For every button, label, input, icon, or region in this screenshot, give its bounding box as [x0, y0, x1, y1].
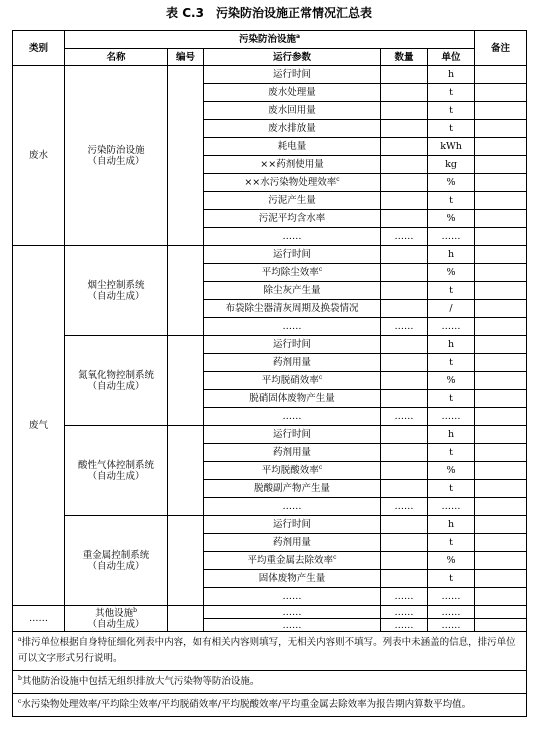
- param-cell: ……: [204, 619, 381, 632]
- unit-cell: %: [428, 462, 475, 480]
- remark-cell: [475, 174, 527, 192]
- remark-cell: [475, 390, 527, 408]
- unit-cell: %: [428, 174, 475, 192]
- remark-cell: [475, 588, 527, 606]
- qty-cell: ……: [381, 498, 428, 516]
- unit-cell: h: [428, 426, 475, 444]
- qty-cell: [381, 156, 428, 174]
- footnote-b: $^b$其他防治设施中包括无组织排放大气污染物等防治设施。: [13, 671, 527, 694]
- unit-cell: t: [428, 390, 475, 408]
- summary-table: [12, 30, 527, 717]
- unit-cell: %: [428, 552, 475, 570]
- remark-cell: [475, 102, 527, 120]
- footnote-c: $^c$水污染物处理效率/平均除尘效率/平均脱硝效率/平均脱酸效率/平均重金属去除效率为报告期内算数平均值。: [13, 694, 527, 717]
- remark-cell: [475, 606, 527, 619]
- unit-cell: h: [428, 336, 475, 354]
- unit-cell: h: [428, 246, 475, 264]
- qty-cell: ……: [381, 619, 428, 632]
- unit-cell: t: [428, 192, 475, 210]
- header-facility-group: 污染防治设施$^a$: [65, 31, 475, 49]
- header-code: 编号: [168, 49, 204, 66]
- qty-cell: ……: [381, 318, 428, 336]
- remark-cell: [475, 210, 527, 228]
- qty-cell: [381, 336, 428, 354]
- header-row-2: [13, 49, 527, 66]
- header-param: 运行参数: [204, 49, 381, 66]
- param-cell: 药剂用量: [204, 444, 381, 462]
- facility-name-cell: 烟尘控制系统 （自动生成）: [65, 246, 168, 336]
- table-row: [13, 606, 527, 619]
- qty-cell: [381, 372, 428, 390]
- param-cell: 平均重金属去除效率$^c$: [204, 552, 381, 570]
- table-title: 表 C.3 污染防治设施正常情况汇总表: [166, 6, 372, 20]
- remark-cell: [475, 120, 527, 138]
- notes-row-b: [13, 671, 527, 694]
- qty-cell: [381, 354, 428, 372]
- facility-name-cell: 其他设施$^b$ （自动生成）: [65, 606, 168, 632]
- unit-cell: ……: [428, 498, 475, 516]
- remark-cell: [475, 516, 527, 534]
- qty-cell: [381, 390, 428, 408]
- table-row: [13, 246, 527, 264]
- param-cell: ××药剂使用量: [204, 156, 381, 174]
- param-cell: 药剂用量: [204, 534, 381, 552]
- qty-cell: [381, 192, 428, 210]
- unit-cell: t: [428, 120, 475, 138]
- notes-row-a: [13, 632, 527, 671]
- unit-cell: ……: [428, 318, 475, 336]
- header-remark: 备注: [475, 31, 527, 66]
- param-cell: ……: [204, 498, 381, 516]
- unit-cell: t: [428, 534, 475, 552]
- param-cell: 污泥平均含水率: [204, 210, 381, 228]
- param-cell: 脱硝固体废物产生量: [204, 390, 381, 408]
- param-cell: 运行时间: [204, 336, 381, 354]
- facility-name-cell: 污染防治设施 （自动生成）: [65, 66, 168, 246]
- param-cell: 固体废物产生量: [204, 570, 381, 588]
- param-cell: 药剂用量: [204, 354, 381, 372]
- remark-cell: [475, 192, 527, 210]
- remark-cell: [475, 300, 527, 318]
- param-cell: 污泥产生量: [204, 192, 381, 210]
- remark-cell: [475, 282, 527, 300]
- remark-cell: [475, 66, 527, 84]
- qty-cell: ……: [381, 408, 428, 426]
- remark-cell: [475, 570, 527, 588]
- remark-cell: [475, 156, 527, 174]
- qty-cell: ……: [381, 588, 428, 606]
- table-row: [13, 66, 527, 84]
- qty-cell: [381, 534, 428, 552]
- qty-cell: [381, 300, 428, 318]
- unit-cell: t: [428, 282, 475, 300]
- unit-cell: t: [428, 570, 475, 588]
- qty-cell: [381, 462, 428, 480]
- param-cell: 平均除尘效率$^c$: [204, 264, 381, 282]
- code-cell: [168, 606, 204, 632]
- param-cell: ××水污染物处理效率$^c$: [204, 174, 381, 192]
- param-cell: 废水回用量: [204, 102, 381, 120]
- qty-cell: [381, 210, 428, 228]
- param-cell: ……: [204, 318, 381, 336]
- param-cell: 废水排放量: [204, 120, 381, 138]
- remark-cell: [475, 619, 527, 632]
- footnote-a: $^a$排污单位根据自身特征细化列表中内容，如有相关内容则填写，无相关内容则不填写。列表中未涵盖的信息，排污单位可以文字形式另行说明。: [13, 632, 527, 671]
- remark-cell: [475, 228, 527, 246]
- header-unit: 单位: [428, 49, 475, 66]
- unit-cell: t: [428, 102, 475, 120]
- param-cell: ……: [204, 606, 381, 619]
- param-cell: 脱酸副产物产生量: [204, 480, 381, 498]
- qty-cell: [381, 246, 428, 264]
- remark-cell: [475, 264, 527, 282]
- qty-cell: [381, 480, 428, 498]
- unit-cell: ……: [428, 619, 475, 632]
- category-water: 废水: [13, 66, 65, 246]
- unit-cell: ……: [428, 588, 475, 606]
- qty-cell: [381, 426, 428, 444]
- remark-cell: [475, 462, 527, 480]
- param-cell: 布袋除尘器清灰周期及换袋情况: [204, 300, 381, 318]
- qty-cell: [381, 138, 428, 156]
- code-cell: [168, 336, 204, 426]
- param-cell: ……: [204, 588, 381, 606]
- unit-cell: kg: [428, 156, 475, 174]
- param-cell: 运行时间: [204, 66, 381, 84]
- header-name: 名称: [65, 49, 168, 66]
- unit-cell: t: [428, 444, 475, 462]
- unit-cell: ……: [428, 606, 475, 619]
- remark-cell: [475, 444, 527, 462]
- category-gas: 废气: [13, 246, 65, 606]
- remark-cell: [475, 138, 527, 156]
- qty-cell: [381, 120, 428, 138]
- qty-cell: ……: [381, 606, 428, 619]
- qty-cell: [381, 282, 428, 300]
- param-cell: 运行时间: [204, 426, 381, 444]
- qty-cell: [381, 516, 428, 534]
- notes-row-c: [13, 694, 527, 717]
- unit-cell: h: [428, 66, 475, 84]
- param-cell: 平均脱酸效率$^c$: [204, 462, 381, 480]
- unit-cell: %: [428, 210, 475, 228]
- param-cell: ……: [204, 408, 381, 426]
- param-cell: 耗电量: [204, 138, 381, 156]
- remark-cell: [475, 336, 527, 354]
- remark-cell: [475, 534, 527, 552]
- code-cell: [168, 246, 204, 336]
- facility-name-cell: 氮氧化物控制系统 （自动生成）: [65, 336, 168, 426]
- param-cell: 废水处理量: [204, 84, 381, 102]
- remark-cell: [475, 426, 527, 444]
- category-other: ……: [13, 606, 65, 632]
- unit-cell: /: [428, 300, 475, 318]
- header-qty: 数量: [381, 49, 428, 66]
- qty-cell: [381, 552, 428, 570]
- remark-cell: [475, 354, 527, 372]
- qty-cell: ……: [381, 228, 428, 246]
- header-row-1: [13, 31, 527, 49]
- remark-cell: [475, 498, 527, 516]
- qty-cell: [381, 84, 428, 102]
- unit-cell: h: [428, 516, 475, 534]
- unit-cell: ……: [428, 408, 475, 426]
- param-cell: 平均脱硝效率$^c$: [204, 372, 381, 390]
- unit-cell: t: [428, 84, 475, 102]
- param-cell: ……: [204, 228, 381, 246]
- code-cell: [168, 66, 204, 246]
- unit-cell: t: [428, 480, 475, 498]
- header-category: 类别: [13, 31, 65, 66]
- remark-cell: [475, 318, 527, 336]
- remark-cell: [475, 372, 527, 390]
- param-cell: 运行时间: [204, 246, 381, 264]
- remark-cell: [475, 408, 527, 426]
- facility-name-cell: 重金属控制系统 （自动生成）: [65, 516, 168, 606]
- unit-cell: %: [428, 264, 475, 282]
- param-cell: 除尘灰产生量: [204, 282, 381, 300]
- table-row: [13, 516, 527, 534]
- table-row: [13, 426, 527, 444]
- remark-cell: [475, 552, 527, 570]
- qty-cell: [381, 66, 428, 84]
- qty-cell: [381, 102, 428, 120]
- unit-cell: %: [428, 372, 475, 390]
- table-row: [13, 336, 527, 354]
- unit-cell: kWh: [428, 138, 475, 156]
- code-cell: [168, 426, 204, 516]
- qty-cell: [381, 570, 428, 588]
- qty-cell: [381, 174, 428, 192]
- remark-cell: [475, 246, 527, 264]
- remark-cell: [475, 480, 527, 498]
- param-cell: 运行时间: [204, 516, 381, 534]
- remark-cell: [475, 84, 527, 102]
- facility-name-cell: 酸性气体控制系统 （自动生成）: [65, 426, 168, 516]
- unit-cell: t: [428, 354, 475, 372]
- code-cell: [168, 516, 204, 606]
- qty-cell: [381, 264, 428, 282]
- qty-cell: [381, 444, 428, 462]
- unit-cell: ……: [428, 228, 475, 246]
